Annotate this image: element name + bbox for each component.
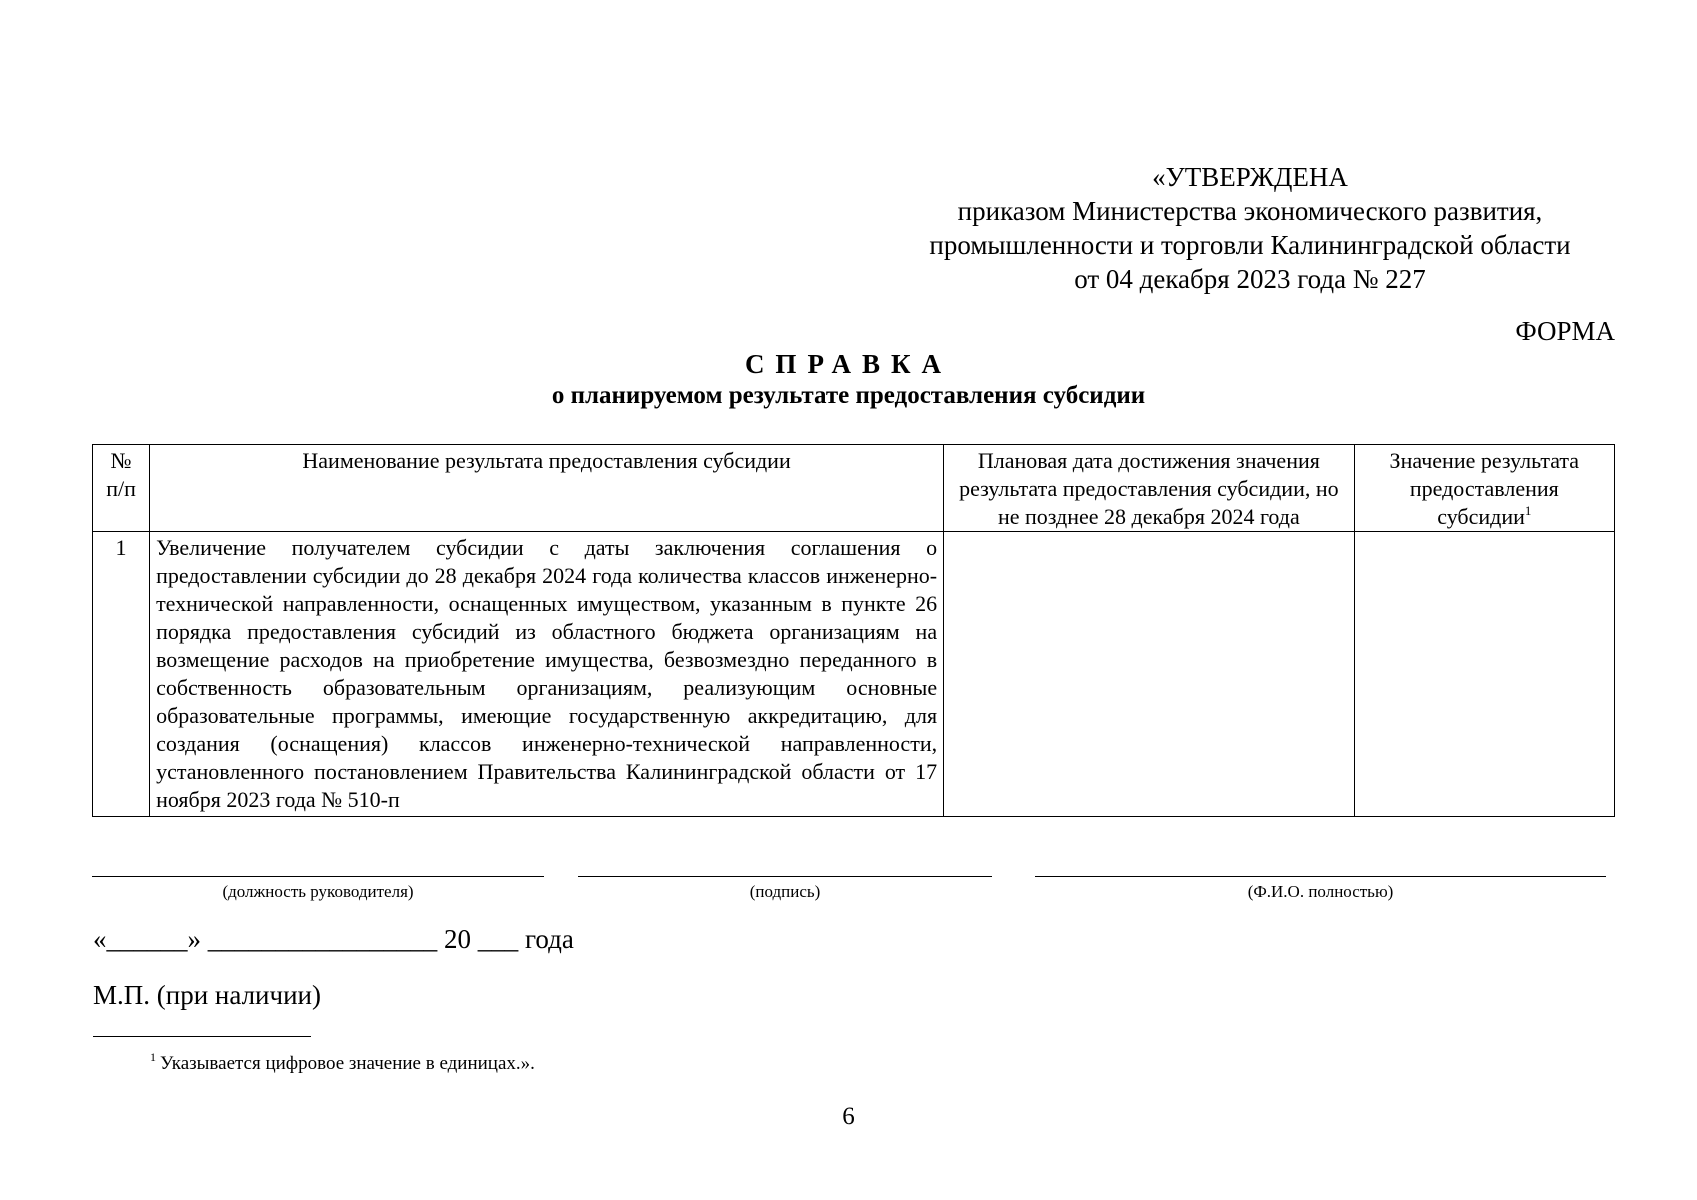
approval-line: от 04 декабря 2023 года № 227	[1074, 264, 1426, 294]
approval-line: промышленности и торговли Калининградской области	[929, 230, 1571, 260]
date-line: «______» _________________ 20 ___ года	[93, 924, 574, 954]
results-table	[92, 444, 1615, 817]
document-title: СПРАВКА	[744, 349, 953, 379]
header-planned-date: Плановая дата достижения значения результата предоставления субсидии, но не позднее 28 декабря 2024 года	[944, 445, 1355, 532]
header-number: № п/п	[93, 445, 150, 532]
row-result-value-cell[interactable]	[1354, 532, 1614, 817]
full-name-line	[1035, 876, 1606, 877]
footnote	[150, 1052, 535, 1076]
header-result-name: Наименование результата предоставления субсидии	[150, 445, 944, 532]
row-number-cell: 1	[93, 532, 150, 817]
signature-label: (подпись)	[749, 882, 821, 901]
document-subtitle: о планируемом результате предоставления субсидии	[551, 382, 1146, 409]
approval-line: приказом Министерства экономического развития,	[957, 196, 1543, 226]
page-number: 6	[842, 1103, 855, 1130]
table-header-row	[93, 445, 1615, 532]
row-result-name-cell: Увеличение получателем субсидии с даты заключения соглашения о предоставлении субсидии до 28 декабря 2024 года количества классов инженерно-технической направленности, оснащенных имуществом, указанным в пункте 26 порядка предоставления субсидий из областного бюджета организациям на возмещение расходов на приобретение имущества, безвозмездно переданного в собственность образовательным организациям, реализующим основные образовательные программы, имеющие государственную аккредитацию, для создания (оснащения) классов инженерно-технической направленности, установленного постановлением Правительства Калининградской области от 17 ноября 2023 года № 510-п	[150, 532, 944, 817]
table-row	[93, 532, 1615, 817]
stamp-note: М.П. (при наличии)	[93, 980, 321, 1010]
position-label: (должность руководителя)	[222, 882, 414, 901]
footnote-separator	[93, 1036, 311, 1037]
row-planned-date-cell[interactable]	[944, 532, 1355, 817]
approval-line: «УТВЕРЖДЕНА	[1152, 162, 1348, 192]
signature-line	[578, 876, 992, 877]
full-name-label: (Ф.И.О. полностью)	[1247, 882, 1394, 901]
approval-block	[905, 160, 1595, 296]
form-label: ФОРМА	[1515, 316, 1615, 346]
footnote-mark: 1	[1524, 503, 1532, 518]
footnote-text: Указывается цифровое значение в единицах.».	[160, 1053, 535, 1074]
header-result-value-text: Значение результата предоставления субсидии	[1389, 448, 1580, 529]
position-signature-line	[92, 876, 544, 877]
header-result-value	[1354, 445, 1614, 532]
footnote-number: 1	[150, 1050, 156, 1064]
